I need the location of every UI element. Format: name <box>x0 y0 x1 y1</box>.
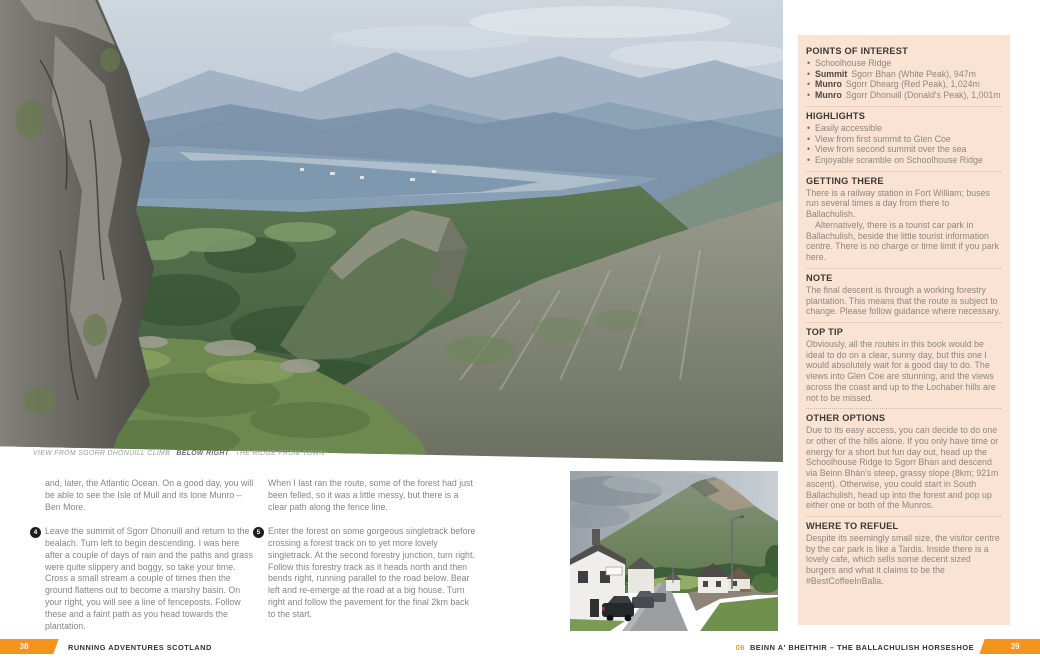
highlights-list <box>806 123 1001 166</box>
list-item: • Schoolhouse Ridge <box>806 58 1001 69</box>
section-paragraph: Due to its easy access, you can decide to do one or other of the hills alone. If you only have time or energy for a short but fun day out, head up the Schoolhouse Ridge to Sgorr Bhan and descend via Beinn Bhàn's steep, grassy slope (8km; 921m ascent). Otherwise, you could start in South Ballachulish, head up into the forest and pop up either one or both of the Munros. <box>806 425 999 511</box>
village-street-illustration <box>570 471 778 631</box>
section-title: NOTE <box>806 272 833 283</box>
section-title: GETTING THERE <box>806 175 884 186</box>
sidebar-section-getting-there <box>806 176 1001 269</box>
list-item: • Summit Sgorr Bhan (White Peak), 947m <box>806 69 1001 80</box>
sidebar-section-top-tip <box>806 327 1001 409</box>
sidebar-section-note <box>806 273 1001 323</box>
sidebar-section-where-to-refuel <box>806 521 1001 587</box>
body-column-left <box>33 478 254 645</box>
section-title: WHERE TO REFUEL <box>806 521 899 531</box>
list-item: • Munro Sgorr Dhearg (Red Peak), 1,024m <box>806 79 1001 90</box>
page-number-badge-left <box>0 639 59 654</box>
section-paragraph: Alternatively, there is a tourist car park in Ballachulish, beside the little tourist information centre. There is no charge or time limit if you park here. <box>806 219 999 263</box>
section-paragraph: Despite its seemingly small size, the visitor centre by the car park is like a Tardis. Inside there is a lovely cafe, which sells some decent sized burgers and what it claims to be the #BestCoffeeInBalla. <box>806 533 1000 586</box>
photo-caption <box>33 450 493 457</box>
section-title: POINTS OF INTEREST <box>806 46 908 56</box>
body-column-middle <box>256 478 477 634</box>
page-number-badge-right <box>979 639 1040 654</box>
caption-main: VIEW FROM SGORR DHONUILL CLIMB <box>33 450 171 457</box>
section-divider <box>806 322 1001 323</box>
footer-chapter-title <box>736 643 974 652</box>
chapter-number: 06 <box>735 643 745 652</box>
sidebar-section-highlights <box>806 111 1001 172</box>
page-number: 39 <box>1010 642 1020 651</box>
section-title: HIGHLIGHTS <box>806 110 866 121</box>
step-number-badge: 4 <box>30 527 41 538</box>
footer-book-title: RUNNING ADVENTURES SCOTLAND <box>68 643 212 652</box>
section-paragraph: The final descent is through a working forestry plantation. This means that the route is subject to change. Please follow guidance where necessary. <box>806 284 1001 317</box>
section-paragraph: Obviously, all the routes in this book would be ideal to do on a clear, sunny day, but this one I would absolutely wait for a good day to do. The views into Glen Coe are stunning, and the views across the coast and up to the Lochaber hills are not to be missed. <box>806 338 996 403</box>
route-step-5 <box>256 526 477 620</box>
section-divider <box>806 171 1001 172</box>
step-number-badge: 5 <box>253 527 264 538</box>
list-item: • Enjoyable scramble on Schoolhouse Ridge <box>806 155 1001 166</box>
points-of-interest-list <box>806 58 1001 101</box>
sidebar-section-other-options <box>806 413 1001 517</box>
chapter-title-text: BEINN A' BHEITHIR – THE BALLACHULISH HORSESHOE <box>749 643 974 652</box>
sidebar-section-points-of-interest <box>806 46 1001 107</box>
section-divider <box>806 106 1001 107</box>
section-divider <box>806 408 1001 409</box>
list-item: • Easily accessible <box>806 123 1001 134</box>
page-number: 38 <box>19 642 29 651</box>
caption-below-right-text: THE RIDGE FROM TOWN <box>235 450 325 457</box>
section-title: TOP TIP <box>806 326 844 337</box>
paragraph: When I last ran the route, some of the forest had just been felled, so it was a little messy, but there is a clear path along the fence line. <box>268 478 473 512</box>
info-sidebar <box>798 35 1010 625</box>
route-step-4 <box>33 526 254 632</box>
section-divider <box>806 516 1001 517</box>
list-item: • View from second summit over the sea <box>806 144 1001 155</box>
step-text: Leave the summit of Sgorr Dhonuill and return to the bealach. Turn left to begin descending. I was here after a couple of days of rain and the paths and grass were quite slippery and boggy, so take your time. Cross a small stream a couple of times then the ground flattens out to become a marshy basin. On your right, you will see a line of fenceposts. Follow these and a faint path as you head towards the plantation. <box>45 526 253 631</box>
list-item: • View from first summit to Glen Coe <box>806 134 1001 145</box>
list-item: • Munro Sgorr Dhonuill (Donald's Peak), 1,001m <box>806 90 1001 101</box>
section-title: OTHER OPTIONS <box>806 413 886 424</box>
step-text: Enter the forest on some gorgeous singletrack before crossing a forest track on to yet more lovely singletrack. At the second forestry junction, turn right. Follow this forestry track as it heads north and then bends right, running parallel to the road below. Bear left and re-emerge at the road at a big house. Turn right and follow the pavement for the final 2km back to the start. <box>268 526 476 619</box>
secondary-photo-village-street <box>570 471 778 631</box>
section-paragraph: There is a railway station in Fort William; buses run several times a day from there to Ballachulish. <box>806 187 990 220</box>
paragraph: and, later, the Atlantic Ocean. On a good day, you will be able to see the Isle of Mull and its lone Munro – Ben More. <box>45 478 254 512</box>
section-divider <box>806 268 1001 269</box>
caption-below-right-label: BELOW RIGHT <box>176 450 230 457</box>
